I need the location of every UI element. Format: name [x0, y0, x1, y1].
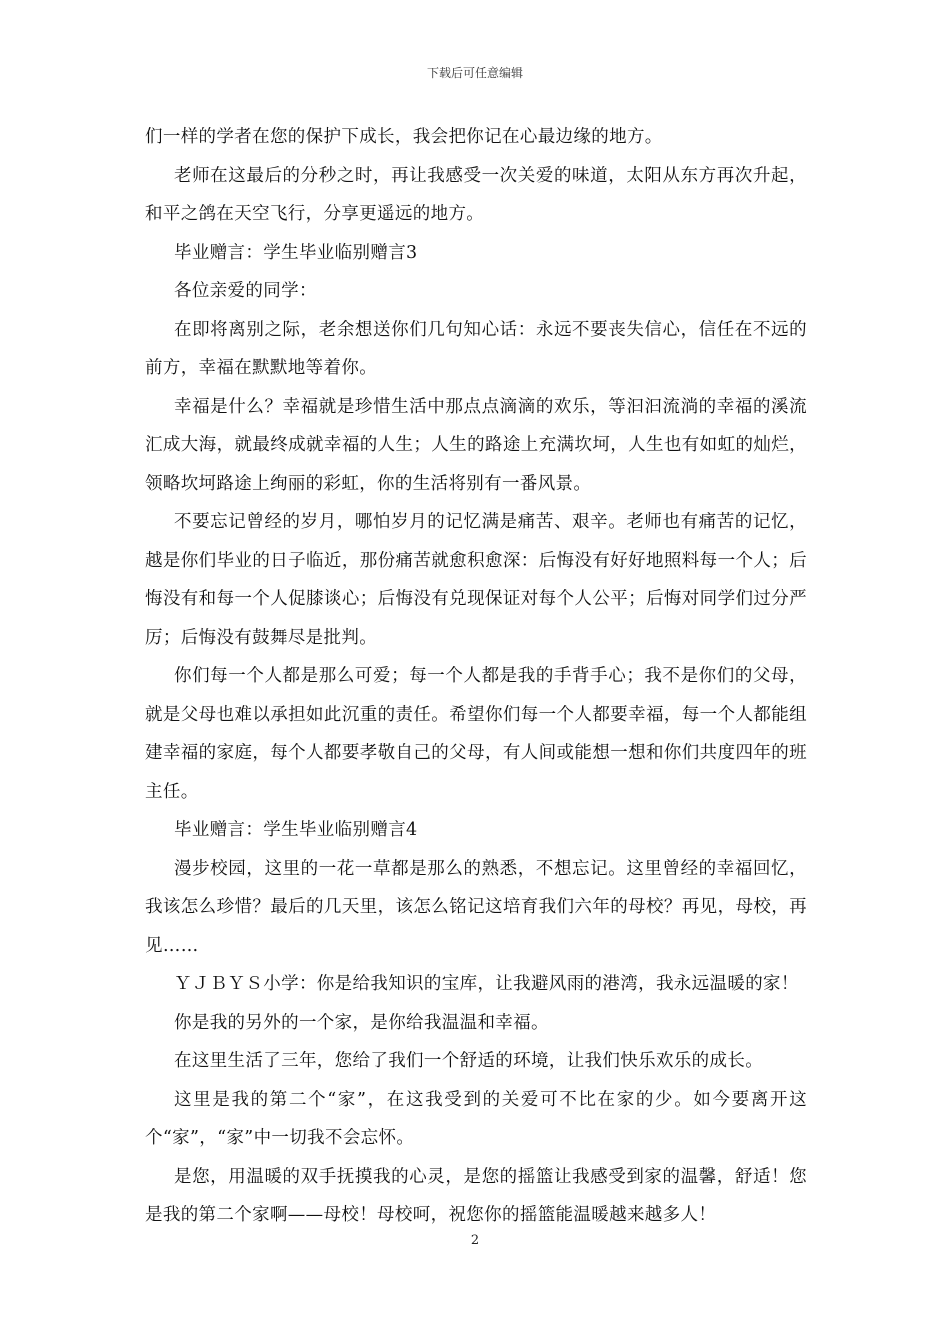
- paragraph: 在即将离别之际，老余想送你们几句知心话：永远不要丧失信心，信任在不远的前方，幸福在默默地等着你。: [145, 319, 807, 378]
- paragraph: 是您，用温暖的双手抚摸我的心灵，是您的摇篮让我感受到家的温馨，舒适！您是我的第二个家啊——母校！母校呵，祝您你的摇篮能温暖越来越多人！: [145, 1166, 807, 1225]
- page-header: 下载后可任意编辑: [426, 66, 523, 80]
- paragraph: 你们每一个人都是那么可爱；每一个人都是我的手背手心；我不是你们的父母，就是父母也难以承担如此沉重的责任。希望你们每一个人都要幸福，每一个人都能组建幸福的家庭，每个人都要孝敬自己的父母，有人间或能想一想和你们共度四年的班主任。: [145, 666, 807, 802]
- paragraph-continuation: 们一样的学者在您的保护下成长，我会把你记在心最边缘的地方。: [145, 127, 663, 147]
- paragraph: ＹＪＢＹＳ小学：你是给我知识的宝库，让我避风雨的港湾，我永远温暖的家！: [174, 974, 799, 994]
- document-body: [145, 118, 807, 1235]
- paragraph: 在这里生活了三年，您给了我们一个舒适的环境，让我们快乐欢乐的成长。: [174, 1051, 764, 1071]
- paragraph: 幸福是什么？幸福就是珍惜生活中那点点滴滴的欢乐，等汩汩流淌的幸福的溪流汇成大海，就最终成就幸福的人生；人生的路途上充满坎坷，人生也有如虹的灿烂，领略坎坷路途上绚丽的彩虹，你的生活将别有一番风景。: [145, 396, 807, 494]
- paragraph: 不要忘记曾经的岁月，哪怕岁月的记忆满是痛苦、艰辛。老师也有痛苦的记忆，越是你们毕业的日子临近，那份痛苦就愈积愈深：后悔没有好好地照料每一个人；后悔没有和每一个人促膝谈心；后悔没有兑现保证对每个人公平；后悔对同学们过分严厉；后悔没有鼓舞尽是批判。: [145, 512, 807, 648]
- salutation: 各位亲爱的同学：: [174, 281, 317, 301]
- paragraph: 老师在这最后的分秒之时，再让我感受一次关爱的味道，太阳从东方再次升起，和平之鸽在天空飞行，分享更遥远的地方。: [145, 165, 807, 224]
- page-number: 2: [470, 1233, 480, 1248]
- section-heading: 毕业赠言：学生毕业临别赠言4: [174, 820, 418, 840]
- section-heading: 毕业赠言：学生毕业临别赠言3: [174, 242, 418, 263]
- paragraph: 漫步校园，这里的一花一草都是那么的熟悉，不想忘记。这里曾经的幸福回忆，我该怎么珍惜？最后的几天里，该怎么铭记这培育我们六年的母校？再见，母校，再见……: [145, 858, 807, 956]
- paragraph: 你是我的另外的一个家，是你给我温温和幸福。: [174, 1012, 549, 1033]
- paragraph: 这里是我的第二个“家”，在这我受到的关爱可不比在家的少。如今要离开这个“家”，“家”中一切我不会忘怀。: [145, 1089, 807, 1148]
